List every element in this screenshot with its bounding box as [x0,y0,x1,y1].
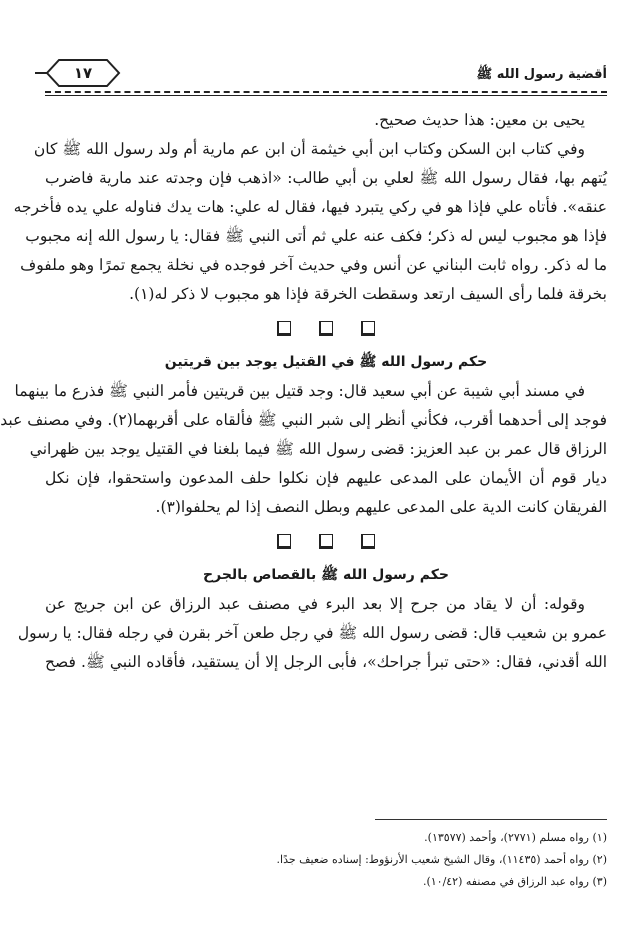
text-line: الفريقان كانت الدية على المدعى عليهم وبطل النصف إذا لم يحلفوا(٣). [155,498,607,516]
header-divider-thin [45,95,607,96]
square-ornament-icon [277,534,291,549]
section-heading: حكم رسول الله ﷺ في القتيل يوجد بين قريتين [164,354,488,370]
footnote: (٢) رواه أحمد (١١٤٣٥)، وقال الشيخ شعيب الأرنؤوط: إسناده ضعيف جدًا. [276,853,607,866]
running-title: أقضية رسول الله ﷺ [476,67,607,82]
footnote-divider [375,819,607,820]
text-line: بخرقة فلما رأى السيف ارتعد وسقطت الخرقة فإذا هو مجبوب لا ذكر له(١). [129,285,607,303]
text-line: عنقه». فأتاه علي فإذا هو في ركي يتبرد فيها، فقال له علي: هات يدك فناوله علي يده فأخرجه [13,198,607,216]
section-heading: حكم رسول الله ﷺ بالقصاص بالجرح [203,567,449,583]
text-line: يُتهم بها، فقال رسول الله ﷺ لعلي بن أبي طالب: «اذهب فإن وجدته عند مارية فاضرب [45,169,607,187]
body-text [0,106,607,677]
square-ornament-icon [277,321,291,336]
section-separator [45,522,607,560]
text-line: فإذا هو مجبوب ليس له ذكر؛ فكف عنه علي ثم أتى النبي ﷺ فقال: يا رسول الله إنه مجبوب [25,227,607,245]
footnote: (٣) رواه عبد الرزاق في مصنفه (١٠/٤٢). [422,875,607,888]
text-line: وقوله: أن لا يقاد من جرح إلا بعد البرء في مصنف عبد الرزاق عن ابن جريج عن [45,595,585,613]
page-number-badge [45,58,121,88]
text-line: في مسند أبي شيبة عن أبي سعيد قال: وجد قتيل بين قريتين فأمر النبي ﷺ فذرع ما بينهما [14,382,585,400]
text-line: ما له ذكر. رواه ثابت البناني عن أنس وفي حديث آخر فوجده في نخلة يجمع تمرًا وهو ملفوف [20,256,607,274]
page-header [45,58,607,92]
text-line: الله أقدني، فقال: «حتى تبرأ جراحك»، فأبى الرجل إلا أن يستقيد، فأقاده النبي ﷺ. فصح [45,653,607,671]
footnote: (١) رواه مسلم (٢٧٧١)، وأحمد (١٣٥٧٧). [424,831,607,844]
square-ornament-icon [361,534,375,549]
section-separator [45,309,607,347]
text-line: ديار قوم أن الأيمان على المدعى عليهم فإن نكلوا حلف المدعون واستحقوا، فإن نكل [45,469,607,487]
text-line: عمرو بن شعيب قال: قضى رسول الله ﷺ في رجل طعن آخر بقرن في رجله فقال: يا رسول [17,624,607,642]
text-line: يحيى بن معين: هذا حديث صحيح. [374,111,585,129]
footnotes [45,827,607,893]
square-ornament-icon [319,534,333,549]
text-line: وفي كتاب ابن السكن وكتاب ابن أبي خيثمة أن ابن عم مارية أم ولد رسول الله ﷺ كان [33,140,585,158]
square-ornament-icon [319,321,333,336]
square-ornament-icon [361,321,375,336]
text-line: الرزاق قال عمر بن عبد العزيز: قضى رسول الله ﷺ فيما بلغنا في القتيل يوجد بين ظهراني [29,440,607,458]
header-divider [45,91,607,93]
text-line: فوجد إلى أحدهما أقرب، فكأني أنظر إلى شبر النبي ﷺ فألقاه على أقربهما(٢). وفي مصنف عبد [0,411,607,429]
page-number: ١٧ [73,64,93,82]
